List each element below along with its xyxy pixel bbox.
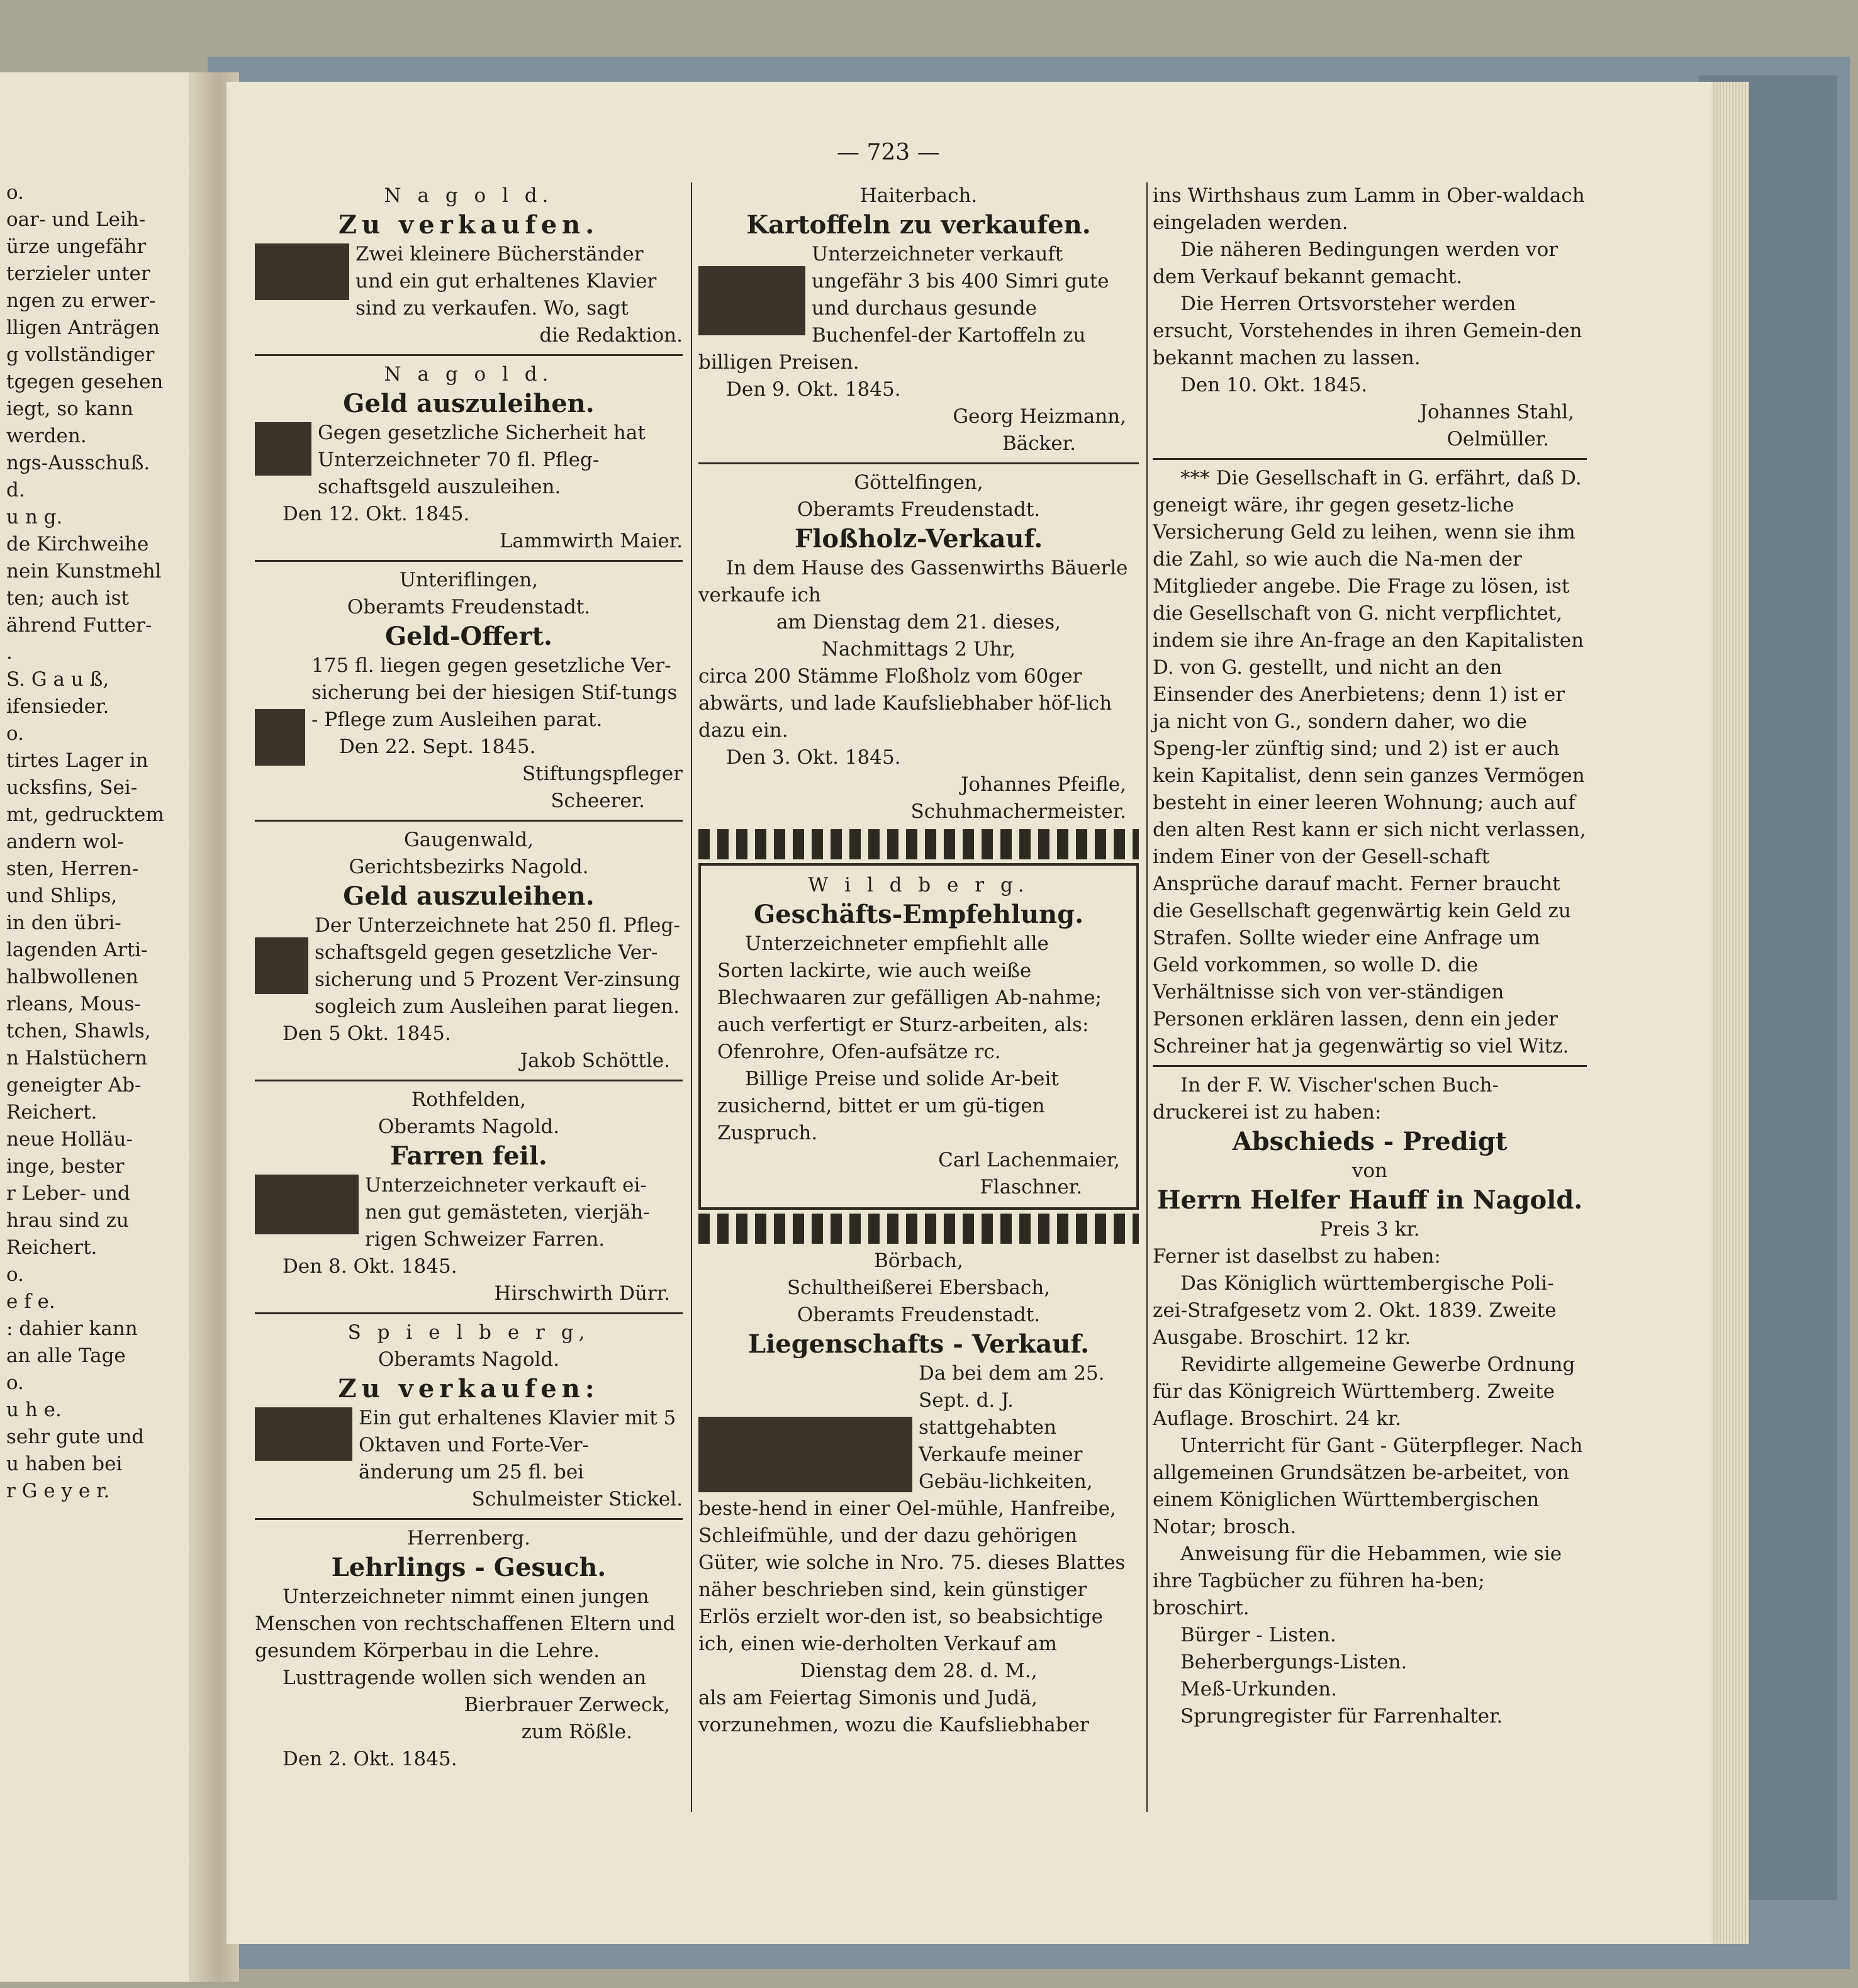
- column-2: [698, 182, 1139, 1739]
- ad-title: Floßholz-Verkauf.: [794, 524, 1043, 554]
- ad-subplace: Oberamts Freudenstadt.: [797, 1304, 1041, 1326]
- ad-text: Da bei dem am 25. Sept. d. J. stattgehabten Verkaufe meiner Gebäu-lichkeiten, beste-hend in einer Oel-mühle, Hanfreibe, Schleifmühle, und der dazu gehörigen Güter, wie solche in Nro. 75. dieses Blattes näher beschrieben sind, kein günstiger Erlös erzielt wor-den ist, so beabsichtige ich, einen wie-derholten Verkauf am: [698, 1362, 1126, 1655]
- left-page-line: ngen zu erwer-: [6, 289, 156, 312]
- book-list-item: Das Königlich württembergische Poli-zei-Strafgesetz vom 2. Okt. 1839. Zweite Ausgabe. Broschirt. 12 kr.: [1153, 1272, 1557, 1349]
- ad-date: Den 2. Okt. 1845.: [283, 1748, 457, 1770]
- bull-illustration: [255, 1175, 359, 1234]
- ad-title: Geschäfts-Empfehlung.: [753, 900, 1084, 929]
- left-page-line: n Halstüchern: [6, 1047, 148, 1069]
- ad-text: 175 fl. liegen gegen gesetzliche Ver-sicherung bei der hiesigen Stif-tungs - Pflege zum Ausleihen parat.: [311, 654, 678, 731]
- left-page-line: e f e.: [6, 1290, 55, 1313]
- ad-subplace: Oberamts Nagold.: [378, 1348, 560, 1371]
- ad-date: Den 12. Okt. 1845.: [283, 503, 470, 525]
- left-page-line: S. G a u ß,: [6, 668, 109, 691]
- ad-text: Unterzeichneter nimmt einen jungen Menschen von rechtschaffenen Eltern und gesundem Körperbau in die Lehre.: [255, 1585, 676, 1662]
- ad-signature: Johannes Stahl,: [1419, 401, 1574, 423]
- rule: [255, 820, 683, 822]
- ad-signature: Schulmeister Stickel.: [471, 1488, 683, 1511]
- ad-place: W i l d b e r g.: [808, 874, 1029, 896]
- ad-place: N a g o l d.: [384, 184, 554, 207]
- ad-place: Gaugenwald,: [404, 829, 534, 851]
- ad-place: Rothfelden,: [411, 1088, 527, 1111]
- left-page-line: ifensieder.: [6, 695, 109, 718]
- ad-place: Haiterbach.: [859, 184, 978, 207]
- money-bag-illustration: [255, 422, 311, 476]
- left-page-line: andern wol-: [6, 830, 124, 853]
- page-number: — 723 —: [837, 140, 940, 165]
- ad-date: Den 3. Okt. 1845.: [726, 746, 901, 769]
- ad-place: Göttelfingen,: [854, 471, 983, 494]
- ad-text: Unterzeichneter verkauft ei-nen gut gemästeten, vierjäh-rigen Schweizer Farren.: [365, 1174, 650, 1251]
- ad-place: S p i e l b e r g,: [347, 1321, 590, 1344]
- left-page-line: ucksfins, Sei-: [6, 776, 138, 799]
- notice-text: *** Die Gesellschaft in G. erfährt, daß D. geneigt wäre, ihr gegen gesetz-liche Versicherung Geld zu leihen, wenn sie ihm die Zahl, so wie auch die Na-men der Mitglieder angebe. Die Frage zu lösen, ist die Gesellschaft von G. nicht verpflichtet, indem sie ihre An-frage an den Kapitalisten D. von G. gestellt, und nicht an den Einsender des Anerbietens; denn 1) ist er ja nicht von G., sondern daher, wo die Speng-ler zünftig sind; und 2) ist er auch kein Kapitalist, denn sein ganzes Vermögen besteht in einer leeren Wohnung; auch auf den alten Rest kann er sich nicht verlassen, indem Einer von der Gesell-schaft Ansprüche darauf macht. Ferner braucht die Gesellschaft gegenwärtig kein Geld zu Strafen. Sollte wieder eine Anfrage um Geld vorkommen, so wolle D. die Verhältnisse sich von ver-ständigen Personen erklären lassen, denn ein jeder Schreiner hat ja gegenwärtig so viel Witz.: [1153, 467, 1586, 1058]
- left-page-line: o.: [6, 1371, 24, 1394]
- ad-title: Geld auszuleihen.: [343, 881, 595, 911]
- left-page-line: Reichert.: [6, 1101, 98, 1124]
- ad-date: Den 9. Okt. 1845.: [726, 378, 901, 401]
- book-list-item: Unterricht für Gant - Güterpfleger. Nach allgemeinen Grundsätzen be-arbeitet, von einem Königlichen Württembergischen Notar; brosch.: [1153, 1434, 1583, 1538]
- potato-sacks-illustration: [698, 266, 805, 335]
- ad-text: In dem Hause des Gassenwirths Bäuerle verkaufe ich: [698, 557, 1128, 606]
- left-page-line: tgegen gesehen: [6, 371, 164, 393]
- ad-time-line: Nachmittags 2 Uhr,: [821, 638, 1016, 661]
- ad-text: Ein gut erhaltenes Klavier mit 5 Oktaven und Forte-Ver-änderung um 25 fl. bei: [359, 1407, 676, 1483]
- ad-title: Geld auszuleihen.: [343, 389, 595, 418]
- ad-text: circa 200 Stämme Floßholz vom 60ger abwärts, und lade Kaufsliebhaber höf-lich dazu ein.: [698, 665, 1112, 742]
- left-page-line: ürze ungefähr: [6, 235, 147, 258]
- ad-signature: Schuhmachermeister.: [910, 800, 1126, 823]
- book-list-item: Bürger - Listen.: [1180, 1624, 1336, 1646]
- ad-date: Den 22. Sept. 1845.: [339, 735, 536, 758]
- book-list-item: Sprungregister für Farrenhalter.: [1180, 1705, 1503, 1728]
- left-page-line: terzieler unter: [6, 262, 150, 285]
- left-page-line: lagenden Arti-: [6, 939, 148, 961]
- left-page-line: geneigter Ab-: [6, 1074, 142, 1097]
- ad-place: N a g o l d.: [384, 363, 554, 386]
- rule: [255, 560, 683, 562]
- left-page-line: o.: [6, 722, 24, 745]
- money-bag-illustration: [255, 937, 308, 994]
- left-page-line: nein Kunstmehl: [6, 560, 162, 583]
- left-page-line: mt, gedrucktem: [6, 803, 164, 826]
- ad-signature: Hirschwirth Dürr.: [494, 1282, 670, 1305]
- ad-place: Börbach,: [874, 1249, 963, 1272]
- ad-title: Kartoffeln zu verkaufen.: [746, 210, 1091, 240]
- column-divider-2: [1146, 182, 1148, 1812]
- book-price: Preis 3 kr.: [1319, 1218, 1420, 1241]
- ad-signature: Carl Lachenmaier,: [938, 1149, 1120, 1171]
- rule: [255, 1518, 683, 1520]
- ad-date-line: am Dienstag dem 21. dieses,: [776, 611, 1061, 634]
- left-page-line: Reichert.: [6, 1236, 98, 1259]
- rule: [1153, 1065, 1587, 1067]
- ad-text: Lusttragende wollen sich wenden an: [283, 1667, 647, 1689]
- left-page-line: oar- und Leih-: [6, 208, 146, 231]
- ad-signature: Stiftungspfleger: [522, 762, 683, 785]
- book-list-item: Beherbergungs-Listen.: [1180, 1651, 1407, 1673]
- left-page-line: hrau sind zu: [6, 1209, 129, 1232]
- left-page-fragment: [0, 72, 208, 1982]
- ad-title: Zu verkaufen.: [338, 210, 600, 240]
- ad-date: Den 5 Okt. 1845.: [283, 1022, 451, 1045]
- ad-date: Den 8. Okt. 1845.: [283, 1255, 457, 1278]
- left-page-line: u haben bei: [6, 1453, 123, 1475]
- left-page-line: o.: [6, 181, 24, 204]
- left-page-line: r G e y e r.: [6, 1480, 110, 1502]
- left-page-line: ngs-Ausschuß.: [6, 452, 150, 474]
- ad-text: ins Wirthshaus zum Lamm in Ober-waldach eingeladen werden.: [1153, 184, 1585, 234]
- bookstore-more: Ferner ist daselbst zu haben:: [1153, 1245, 1441, 1268]
- ad-place: Herrenberg.: [406, 1527, 531, 1550]
- page-edges: [1711, 82, 1749, 1944]
- left-page-line: g vollständiger: [6, 343, 155, 366]
- rule: [1153, 458, 1587, 460]
- left-page-line: r Leber- und: [6, 1182, 130, 1205]
- left-page-line: .: [6, 641, 13, 664]
- ad-signature: die Redaktion.: [539, 324, 683, 347]
- left-page-line: ährend Futter-: [6, 614, 152, 637]
- ad-signature: Flaschner.: [980, 1176, 1082, 1198]
- ad-text: Der Unterzeichnete hat 250 fl. Pfleg-schaftsgeld gegen gesetzliche Ver-sicherung und 5 Prozent Ver-zinsung sogleich zum Ausleihen parat liegen.: [315, 914, 681, 1018]
- ad-title: Farren feil.: [390, 1141, 547, 1171]
- ad-subplace: Oberamts Freudenstadt.: [347, 596, 591, 618]
- piano-illustration: [255, 1407, 352, 1461]
- left-page-line: rleans, Mous-: [6, 993, 141, 1015]
- ad-text: Unterzeichneter empfiehlt alle Sorten lackirte, wie auch weiße Blechwaaren zur gefälligen Ab-nahme; auch verfertigt er Sturz-arbeiten, als: Ofenrohre, Ofen-aufsätze rc.: [717, 932, 1102, 1063]
- ad-place: Unteriflingen,: [399, 569, 539, 591]
- ad-title: Lehrlings - Gesuch.: [331, 1553, 607, 1582]
- left-page-line: tirtes Lager in: [6, 749, 148, 772]
- left-page-line: in den übri-: [6, 912, 121, 934]
- book-list-item: Anweisung für die Hebammen, wie sie ihre Tagbücher zu führen ha-ben; broschirt.: [1153, 1543, 1562, 1619]
- left-page-line: u n g.: [6, 506, 63, 528]
- left-page-line: ten; auch ist: [6, 587, 129, 610]
- ornamental-frame: [698, 863, 1139, 1210]
- ad-subplace: Schultheißerei Ebersbach,: [786, 1276, 1051, 1299]
- column-divider-1: [691, 182, 692, 1812]
- left-page-line: sehr gute und: [6, 1426, 145, 1448]
- money-bag-illustration: [255, 709, 305, 766]
- ad-signature: zum Rößle.: [521, 1721, 632, 1743]
- left-page-line: o.: [6, 1263, 24, 1286]
- bookcase-illustration: [255, 243, 349, 300]
- left-page-line: lligen Anträgen: [6, 316, 160, 339]
- ad-subplace: Oberamts Nagold.: [378, 1115, 560, 1138]
- ad-signature: Lammwirth Maier.: [499, 530, 683, 552]
- mill-illustration: [698, 1417, 912, 1492]
- ornament-border: [698, 1214, 1139, 1244]
- left-page-line: neue Holläu-: [6, 1128, 133, 1151]
- ad-signature: Johannes Pfeifle,: [960, 773, 1126, 796]
- ad-title: Geld-Offert.: [385, 622, 552, 651]
- book-list-item: Revidirte allgemeine Gewerbe Ordnung für das Königreich Württemberg. Zweite Auflage. Broschirt. 24 kr.: [1153, 1353, 1575, 1430]
- ad-signature: Bäcker.: [1002, 432, 1076, 455]
- left-page-line: u h e.: [6, 1399, 62, 1421]
- ad-title: Zu verkaufen:: [338, 1374, 600, 1404]
- ad-signature: Jakob Schöttle.: [520, 1049, 670, 1072]
- ad-title: Liegenschafts - Verkauf.: [747, 1329, 1090, 1359]
- left-page-line: de Kirchweihe: [6, 533, 149, 556]
- rule: [255, 1080, 683, 1081]
- bookstore-intro: In der F. W. Vischer'schen Buch-druckerei ist zu haben:: [1153, 1074, 1499, 1124]
- rule: [255, 1312, 683, 1314]
- ad-date-line: Dienstag dem 28. d. M.,: [800, 1660, 1038, 1682]
- ad-text: Billige Preise und solide Ar-beit zusichernd, bittet er um gü-tigen Zuspruch.: [717, 1068, 1059, 1144]
- column-1: [255, 182, 683, 1773]
- rule: [255, 354, 683, 356]
- left-page-line: sten, Herren-: [6, 857, 139, 880]
- ad-signature: Oelmüller.: [1447, 428, 1549, 450]
- ad-subplace: Gerichtsbezirks Nagold.: [349, 856, 589, 878]
- ornament-border: [698, 829, 1139, 859]
- ad-subplace: Oberamts Freudenstadt.: [797, 498, 1041, 521]
- left-page-line: inge, bester: [6, 1155, 125, 1178]
- left-page-line: werden.: [6, 425, 87, 447]
- ad-signature: Bierbrauer Zerweck,: [464, 1694, 670, 1716]
- left-page-line: halbwollenen: [6, 966, 138, 988]
- book-von: von: [1352, 1159, 1388, 1182]
- left-page-line: tchen, Shawls,: [6, 1020, 151, 1042]
- ad-date: Den 10. Okt. 1845.: [1180, 374, 1368, 396]
- left-page-line: und Shlips,: [6, 885, 118, 907]
- ad-text: Gegen gesetzliche Sicherheit hat Unterzeichneter 70 fl. Pfleg-schaftsgeld auszuleihen.: [318, 422, 646, 498]
- rule: [698, 462, 1139, 464]
- column-3: [1153, 182, 1587, 1730]
- book-title: Herrn Helfer Hauff in Nagold.: [1156, 1185, 1583, 1215]
- left-page-line: : dahier kann: [6, 1317, 138, 1340]
- book-list-item: Meß-Urkunden.: [1180, 1678, 1337, 1700]
- ad-text: Unterzeichneter verkauft ungefähr 3 bis 400 Simri gute und durchaus gesunde Buchenfel-der Kartoffeln zu billigen Preisen.: [698, 243, 1109, 374]
- ad-text: Die näheren Bedingungen werden vor dem Verkauf bekannt gemacht.: [1153, 238, 1559, 288]
- left-page-line: an alle Tage: [6, 1344, 126, 1367]
- ad-text: als am Feiertag Simonis und Judä, vorzunehmen, wozu die Kaufsliebhaber: [698, 1687, 1089, 1736]
- left-page-line: iegt, so kann: [6, 398, 133, 420]
- ad-text: Zwei kleinere Bücherständer und ein gut erhaltenes Klavier sind zu verkaufen. Wo, sagt: [355, 243, 657, 320]
- ad-text: Die Herren Ortsvorsteher werden ersucht, Vorstehendes in ihren Gemein-den bekannt machen zu lassen.: [1153, 293, 1582, 369]
- left-page-line: d.: [6, 479, 25, 501]
- book-title: Abschieds - Predigt: [1232, 1127, 1508, 1156]
- ad-signature: Scheerer.: [551, 790, 645, 812]
- ad-signature: Georg Heizmann,: [953, 405, 1126, 428]
